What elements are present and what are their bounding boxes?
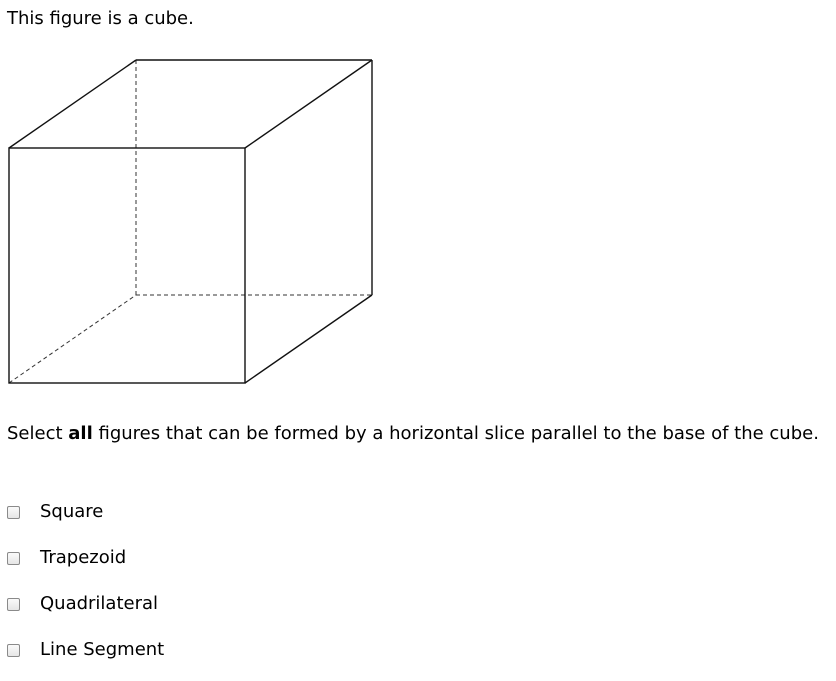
checkbox[interactable] — [7, 644, 20, 657]
option-label: Line Segment — [40, 639, 165, 660]
option-label: Quadrilateral — [40, 593, 159, 614]
cube-hidden-edges — [9, 60, 372, 383]
option-quadrilateral[interactable] — [7, 589, 164, 619]
checkbox[interactable] — [7, 506, 20, 519]
question-emphasis: all — [68, 423, 93, 444]
question-prompt — [7, 421, 833, 446]
cube-hidden-bottom-left-edge — [9, 295, 136, 383]
cube-bottom-right-edge — [245, 295, 372, 383]
option-label: Trapezoid — [40, 547, 127, 568]
checkbox[interactable] — [7, 552, 20, 565]
checkbox[interactable] — [7, 598, 20, 611]
option-line-segment[interactable] — [7, 635, 164, 665]
cube-top-left-edge — [9, 60, 136, 148]
option-trapezoid[interactable] — [7, 543, 164, 573]
option-square[interactable] — [7, 497, 164, 527]
cube-front-face — [9, 148, 245, 383]
figure-intro-text: This figure is a cube. — [7, 8, 194, 29]
cube-top-right-edge — [245, 60, 372, 148]
answer-options — [7, 497, 164, 681]
question-suffix: figures that can be formed by a horizontal slice parallel to the base of the cube. — [92, 423, 819, 444]
option-label: Square — [40, 501, 104, 522]
cube-figure — [0, 50, 390, 395]
question-prefix: Select — [7, 423, 69, 444]
cube-visible-edges — [9, 60, 372, 383]
